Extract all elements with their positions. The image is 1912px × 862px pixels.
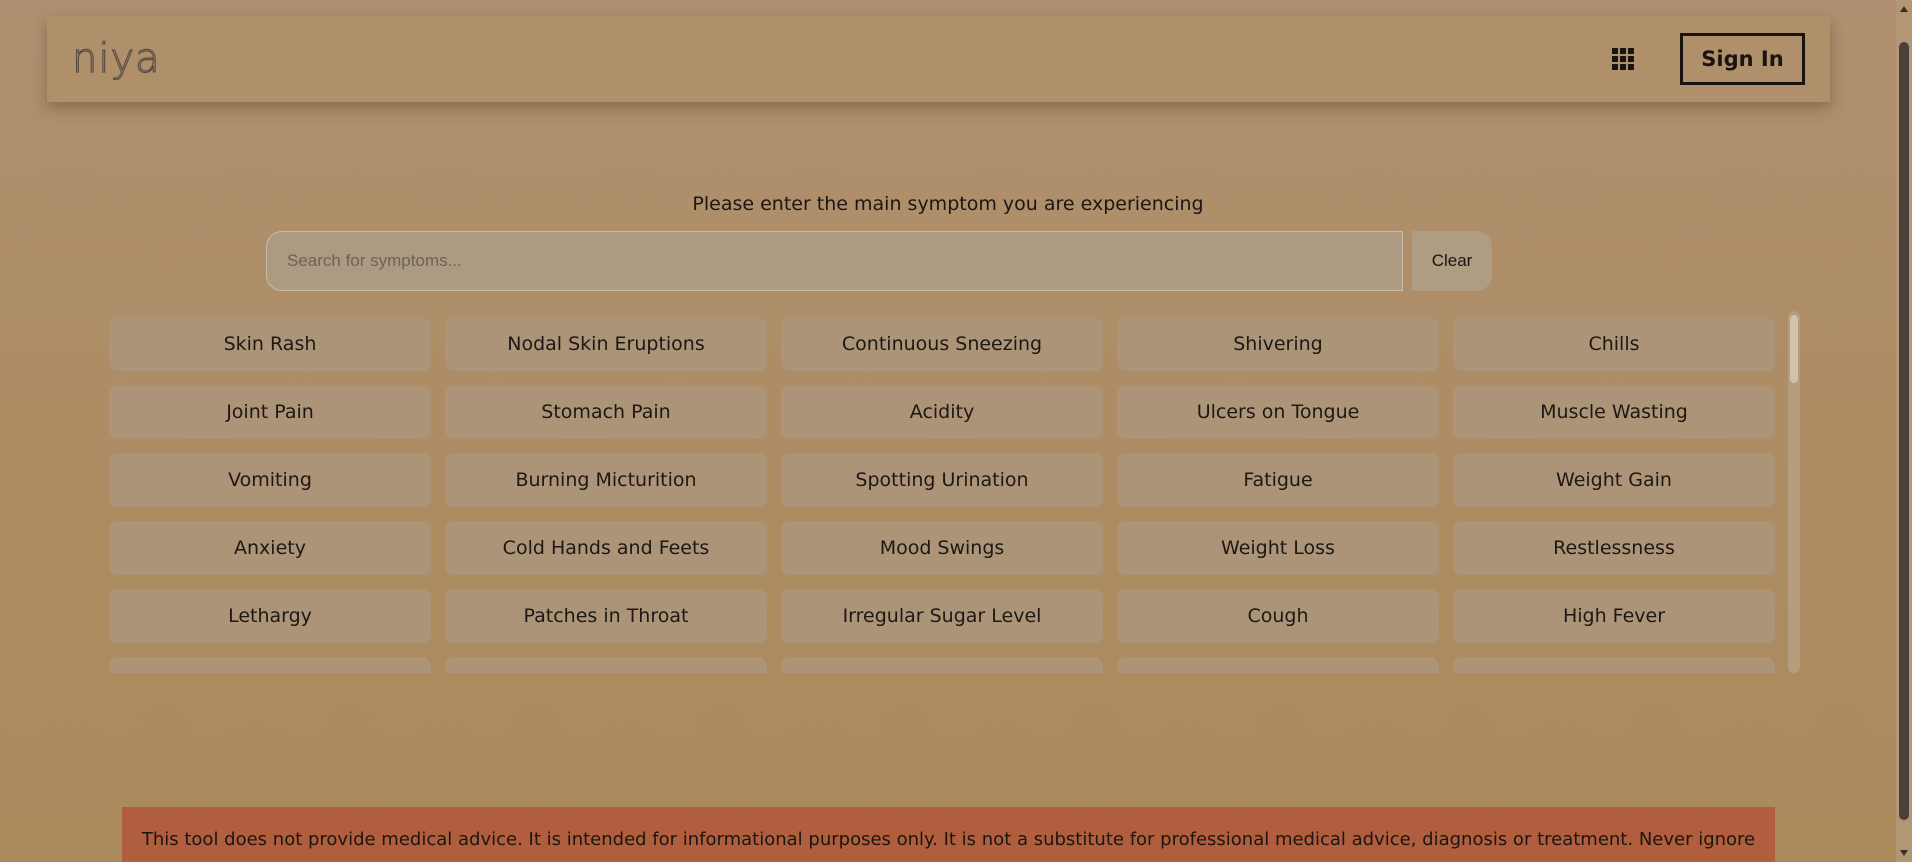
clear-button[interactable]: Clear xyxy=(1412,231,1492,291)
sign-in-button[interactable]: Sign In xyxy=(1680,33,1805,85)
symptom-chip[interactable]: Continuous Sneezing xyxy=(781,317,1103,371)
brand-logo[interactable]: niya xyxy=(72,36,161,82)
symptom-chip[interactable]: High Fever xyxy=(1453,589,1775,643)
navbar xyxy=(47,16,1830,102)
symptom-chip[interactable]: Cough xyxy=(1117,589,1439,643)
symptom-chip[interactable]: Weight Loss xyxy=(1117,521,1439,575)
scroll-up-arrow-icon[interactable] xyxy=(1900,6,1908,12)
navbar-actions xyxy=(1612,33,1805,85)
symptom-chip[interactable]: Muscle Wasting xyxy=(1453,385,1775,439)
search-prompt: Please enter the main symptom you are experiencing xyxy=(692,193,1204,215)
symptom-chip[interactable]: Anxiety xyxy=(109,521,431,575)
symptom-chip[interactable]: Acidity xyxy=(781,385,1103,439)
medical-disclaimer: This tool does not provide medical advice. It is intended for informational purposes only. It is not a substitute for professional medical advice, diagnosis or treatment. Never ignore xyxy=(122,807,1775,862)
symptom-chip[interactable]: Joint Pain xyxy=(109,385,431,439)
symptom-list-scrollbar[interactable] xyxy=(1788,311,1800,673)
symptom-chip[interactable]: Fatigue xyxy=(1117,453,1439,507)
grid-apps-icon[interactable] xyxy=(1612,48,1634,70)
page-scrollbar[interactable] xyxy=(1896,0,1912,862)
symptom-chip[interactable] xyxy=(1453,657,1775,673)
symptom-chip[interactable]: Weight Gain xyxy=(1453,453,1775,507)
symptom-chip[interactable]: Spotting Urination xyxy=(781,453,1103,507)
scroll-down-arrow-icon[interactable] xyxy=(1900,850,1908,856)
symptom-chip[interactable]: Skin Rash xyxy=(109,317,431,371)
symptom-chip[interactable]: Cold Hands and Feets xyxy=(445,521,767,575)
page-scrollbar-thumb[interactable] xyxy=(1899,42,1909,820)
symptom-chip[interactable]: Burning Micturition xyxy=(445,453,767,507)
symptom-chip[interactable]: Mood Swings xyxy=(781,521,1103,575)
symptom-chip[interactable] xyxy=(1117,657,1439,673)
symptom-search-input[interactable] xyxy=(266,231,1403,291)
symptom-chip[interactable] xyxy=(781,657,1103,673)
symptom-chip[interactable]: Ulcers on Tongue xyxy=(1117,385,1439,439)
symptom-chip[interactable]: Stomach Pain xyxy=(445,385,767,439)
symptom-chip[interactable]: Lethargy xyxy=(109,589,431,643)
symptom-chip[interactable]: Nodal Skin Eruptions xyxy=(445,317,767,371)
symptom-chip[interactable] xyxy=(109,657,431,673)
symptom-chip[interactable]: Restlessness xyxy=(1453,521,1775,575)
symptom-chip[interactable]: Patches in Throat xyxy=(445,589,767,643)
symptom-chip[interactable]: Vomiting xyxy=(109,453,431,507)
symptom-chip[interactable]: Chills xyxy=(1453,317,1775,371)
symptom-grid xyxy=(109,317,1776,673)
symptom-chip[interactable]: Shivering xyxy=(1117,317,1439,371)
symptom-chip[interactable] xyxy=(445,657,767,673)
symptom-chip[interactable]: Irregular Sugar Level xyxy=(781,589,1103,643)
symptom-list-scrollbar-thumb[interactable] xyxy=(1790,315,1798,383)
